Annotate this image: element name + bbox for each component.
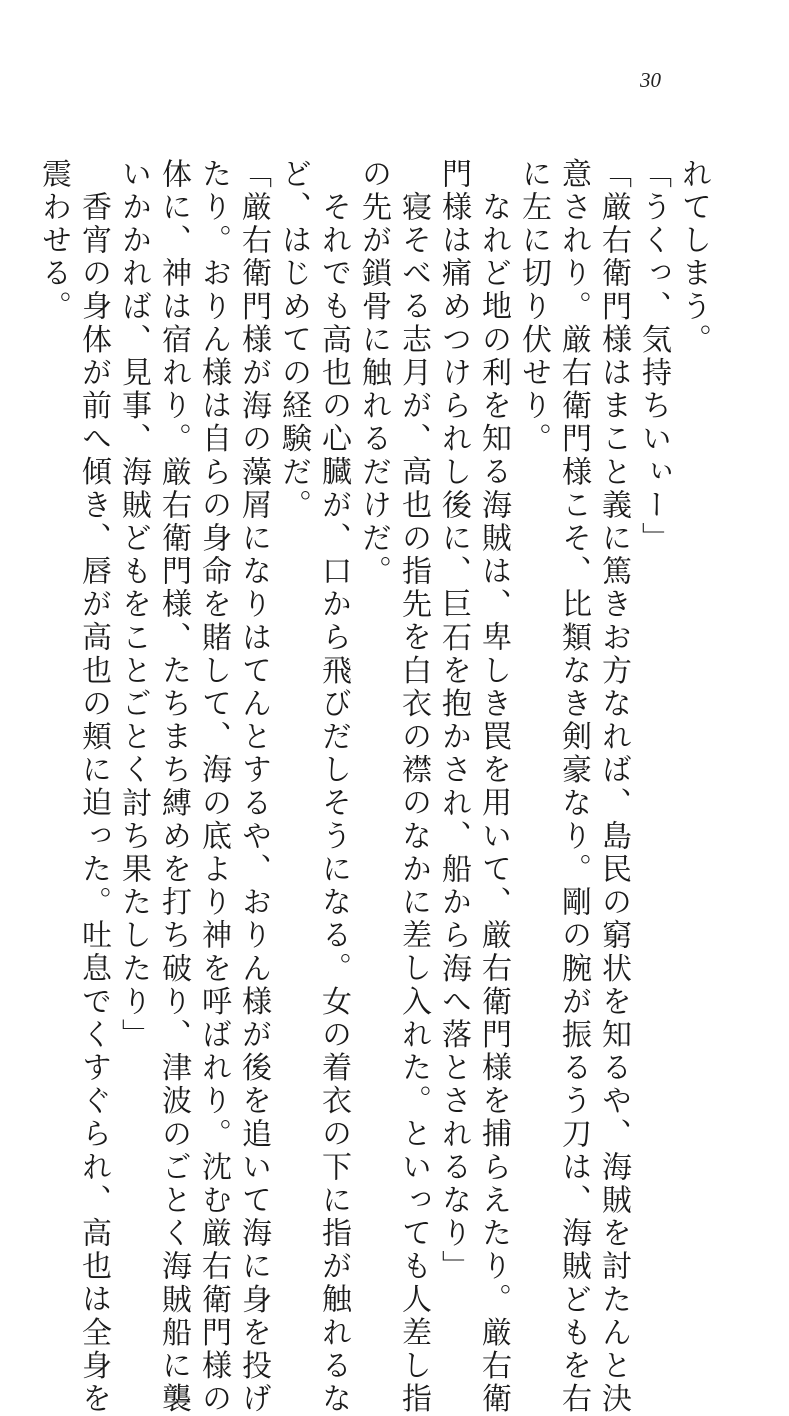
text-line-8: 寝そべる志月が、高也の指先を白衣の襟のなかに差し入れた。といっても人差し指 (396, 191, 431, 1416)
text-line-17: 震わせる。 (36, 158, 71, 324)
text-line-7: 門様は痛めつけられし後に、巨石を抱かされ、船から海へ落とされるなり」 (436, 158, 471, 1284)
text-line-15: いかかれば、見事、海賊どもをことごとく討ち果たしたり」 (116, 158, 151, 1052)
page-number: 30 (640, 68, 661, 92)
text-line-2: 「うくっ、気持ちいぃー」 (636, 158, 671, 556)
text-line-9: の先が鎖骨に触れるだけだ。 (356, 158, 391, 589)
text-line-16: 香宵の身体が前へ傾き、唇が高也の頬に迫った。吐息でくすぐられ、高也は全身を (76, 191, 111, 1416)
text-line-5: に左に切り伏せり。 (516, 158, 551, 456)
text-line-13: たり。おりん様は自らの身命を賭して、海の底より神を呼ばれり。沈む厳右衛門様の (196, 158, 231, 1416)
text-line-6: なれど地の利を知る海賊は、卑しき罠を用いて、厳右衛門様を捕らえたり。厳右衛 (476, 191, 511, 1416)
text-line-1: れてしまう。 (676, 158, 711, 357)
text-line-3: 「厳右衛門様はまこと義に篤きお方なれば、島民の窮状を知るや、海賊を討たんと決 (596, 158, 631, 1416)
text-line-12: 「厳右衛門様が海の藻屑になりはてんとするや、おりん様が後を追いて海に身を投げ (236, 158, 271, 1416)
text-line-4: 意されり。厳右衛門様こそ、比類なき剣豪なり。剛の腕が振るう刀は、海賊どもを右 (556, 158, 591, 1416)
text-line-14: 体に、神は宿れり。厳右衛門様、たちまち縛めを打ち破り、津波のごとく海賊船に襲 (156, 158, 191, 1416)
text-line-10: それでも高也の心臓が、口から飛びだしそうになる。女の着衣の下に指が触れるな (316, 191, 351, 1416)
text-line-11: ど、はじめての経験だ。 (276, 158, 311, 523)
